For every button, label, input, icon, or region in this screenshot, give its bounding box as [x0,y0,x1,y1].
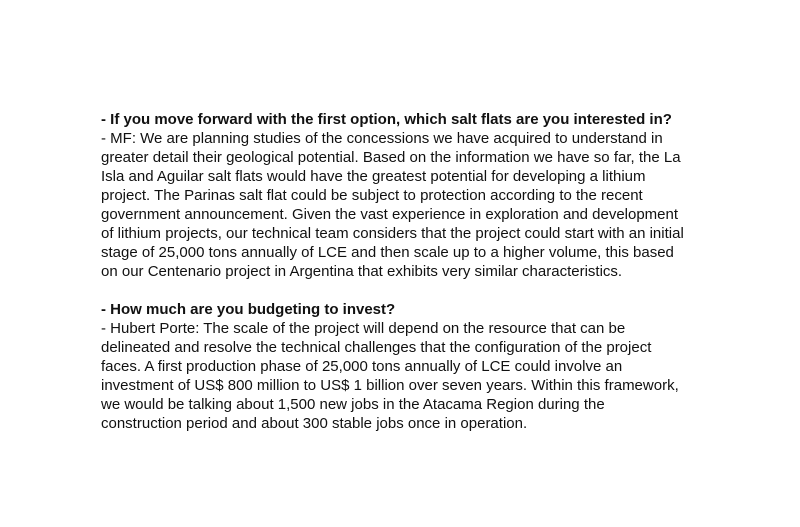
answer-line: delineated and resolve the technical challenges that the configuration of the project [101,339,652,356]
document-page [101,110,721,452]
answer-line: construction period and about 300 stable jobs once in operation. [101,415,528,432]
answer-line: project. The Parinas salt flat could be subject to protection according to the recent [101,187,643,204]
answer-line: - Hubert Porte: The scale of the project will depend on the resource that can be [101,320,626,337]
answer-line: of lithium projects, our technical team considers that the project could start with an initial [101,225,684,242]
answer-line: government announcement. Given the vast experience in exploration and development [101,206,679,223]
question-heading: - If you move forward with the first option, which salt flats are you interested in? [101,111,672,128]
answer-line: faces. A first production phase of 25,000 tons annually of LCE could involve an [101,358,623,375]
question-heading: - How much are you budgeting to invest? [101,301,396,318]
answer-paragraph [101,129,721,281]
answer-line: Isla and Aguilar salt flats would have the greatest potential for developing a lithium [101,168,646,185]
answer-line: stage of 25,000 tons annually of LCE and then scale up to a higher volume, this based [101,244,674,261]
answer-line: - MF: We are planning studies of the concessions we have acquired to understand in [101,130,663,147]
answer-line: on our Centenario project in Argentina that exhibits very similar characteristics. [101,263,623,280]
answer-line: greater detail their geological potential. Based on the information we have so far, the La [101,149,681,166]
qa-section-budget [101,300,721,433]
answer-line: we would be talking about 1,500 new jobs in the Atacama Region during the [101,396,605,413]
answer-paragraph [101,319,721,433]
qa-section-salt-flats [101,110,721,281]
answer-line: investment of US$ 800 million to US$ 1 billion over seven years. Within this framework, [101,377,679,394]
